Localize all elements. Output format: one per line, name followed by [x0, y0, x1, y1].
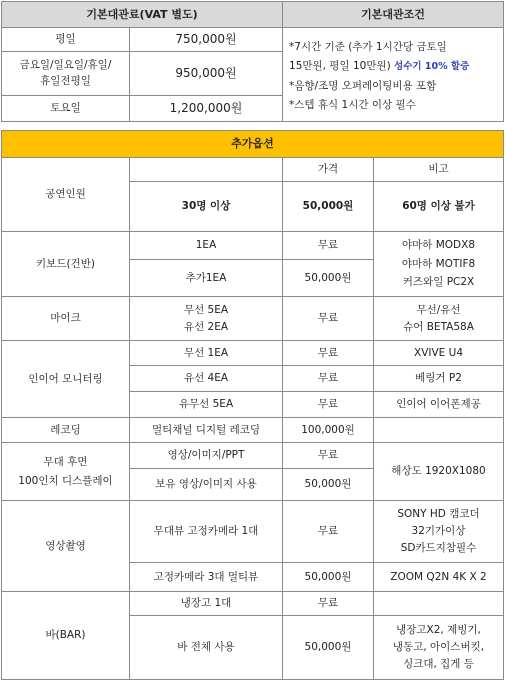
- video-camera-model: SONY HD 캠코더: [397, 508, 480, 521]
- recording-label: 레코딩: [2, 418, 130, 443]
- recording-item: 멀티채널 디지털 레코딩: [130, 418, 283, 443]
- mic-wired: 유선 2EA: [183, 320, 229, 333]
- mic-type: 무선/유선: [416, 303, 461, 316]
- mic-label: 마이크: [2, 297, 130, 341]
- mic-note: [374, 297, 504, 341]
- inear-item-1: 무선 1EA: [130, 341, 283, 366]
- keyboard-model-2: 야마하 MOTIF8: [401, 257, 476, 270]
- mic-price: 무료: [283, 297, 374, 341]
- bar-item-1: 냉장고 1대: [130, 592, 283, 616]
- display-item-1: 영상/이미지/PPT: [130, 443, 283, 469]
- inear-note-3: 인이어 이어폰제공: [374, 392, 504, 418]
- basic-rental-table: [1, 1, 504, 122]
- keyboard-item-2: 추가1EA: [130, 260, 283, 297]
- note-column-header: 비고: [374, 158, 504, 182]
- bar-note-2: [374, 616, 504, 680]
- bar-price-1: 무료: [283, 592, 374, 616]
- price-saturday: 1,200,000원: [130, 96, 283, 122]
- conditions-text: [283, 28, 504, 122]
- inear-item-2: 유선 4EA: [130, 366, 283, 392]
- condition-line-1: *7시간 기준 (추가 1시간당 금토일: [289, 41, 447, 53]
- options-title: 추가옵션: [2, 131, 504, 158]
- mic-model: 슈어 BETA58A: [403, 320, 474, 333]
- display-label-line-2: 100인치 디스플레이: [18, 474, 113, 487]
- fee-header: 기본대관료(VAT 별도): [2, 2, 283, 28]
- day-friday-sunday-holiday: 금요일/일요일/휴일/ 휴일전평일: [2, 52, 130, 96]
- inear-price-1: 무료: [283, 341, 374, 366]
- keyboard-model-3: 커즈와일 PC2X: [402, 276, 475, 289]
- video-label: 영상촬영: [2, 501, 130, 592]
- display-label-line-1: 무대 후면: [43, 455, 88, 468]
- price-column-header: 가격: [283, 158, 374, 182]
- mic-wireless: 무선 5EA: [183, 303, 229, 316]
- keyboard-model-1: 야마하 MODX8: [401, 239, 476, 252]
- condition-line-2: 15만원, 평일 10만원): [289, 60, 395, 73]
- inear-note-1: XVIVE U4: [374, 341, 504, 366]
- keyboard-price-2: 50,000원: [283, 260, 374, 297]
- price-weekday: 750,000원: [130, 28, 283, 52]
- options-table: [1, 130, 504, 680]
- display-item-2: 보유 영상/이미지 사용: [130, 469, 283, 501]
- inear-label: 인이어 모니터링: [2, 341, 130, 418]
- bar-label: 바(BAR): [2, 592, 130, 680]
- keyboard-price-1: 무료: [283, 232, 374, 260]
- keyboard-item-1: 1EA: [130, 232, 283, 260]
- keyboard-note: [374, 232, 504, 297]
- inear-price-3: 무료: [283, 392, 374, 418]
- bar-price-2: 50,000원: [283, 616, 374, 680]
- display-price-1: 무료: [283, 443, 374, 469]
- inear-price-2: 무료: [283, 366, 374, 392]
- peak-surcharge-note: 성수기 10% 할증: [394, 61, 470, 73]
- performers-label: 공연인원: [2, 158, 130, 232]
- inear-note-2: 베링거 P2: [374, 366, 504, 392]
- recording-note: [374, 418, 504, 443]
- bar-note-1: [374, 592, 504, 616]
- recording-price: 100,000원: [283, 418, 374, 443]
- video-item-2: 고정카메라 3대 멀티뷰: [130, 563, 283, 592]
- bar-equipment-line-3: 싱크대, 집게 등: [403, 657, 474, 670]
- video-price-1: 무료: [283, 501, 374, 563]
- day-saturday: 토요일: [2, 96, 130, 122]
- mic-items: [130, 297, 283, 341]
- display-note: 해상도 1920X1080: [374, 443, 504, 501]
- video-sd-note: SD카드지참필수: [400, 541, 477, 554]
- inear-item-3: 유무선 5EA: [130, 392, 283, 418]
- video-price-2: 50,000원: [283, 563, 374, 592]
- price-friday-sunday-holiday: 950,000원: [130, 52, 283, 96]
- video-note-2: ZOOM Q2N 4K X 2: [374, 563, 504, 592]
- performers-note: 60명 이상 불가: [374, 182, 504, 232]
- bar-equipment-line-2: 냉동고, 아이스버킷,: [392, 641, 485, 654]
- condition-line-3: *음향/조명 오퍼레이팅비용 포함: [289, 79, 437, 92]
- video-item-1: 무대뷰 고정카메라 1대: [130, 501, 283, 563]
- bar-equipment-line-1: 냉장고X2, 제빙기,: [396, 624, 481, 637]
- keyboard-label: 키보드(건반): [2, 232, 130, 297]
- performers-price: 50,000원: [283, 182, 374, 232]
- day-weekday: 평일: [2, 28, 130, 52]
- video-note-1: [374, 501, 504, 563]
- display-price-2: 50,000원: [283, 469, 374, 501]
- conditions-header: 기본대관조건: [283, 2, 504, 28]
- video-storage-size: 32기가이상: [411, 525, 466, 538]
- display-label: [2, 443, 130, 501]
- performers-item: 30명 이상: [130, 182, 283, 232]
- bar-item-2: 바 전체 사용: [130, 616, 283, 680]
- condition-line-4: *스텝 휴식 1시간 이상 필수: [289, 99, 416, 112]
- header-blank: [130, 158, 283, 182]
